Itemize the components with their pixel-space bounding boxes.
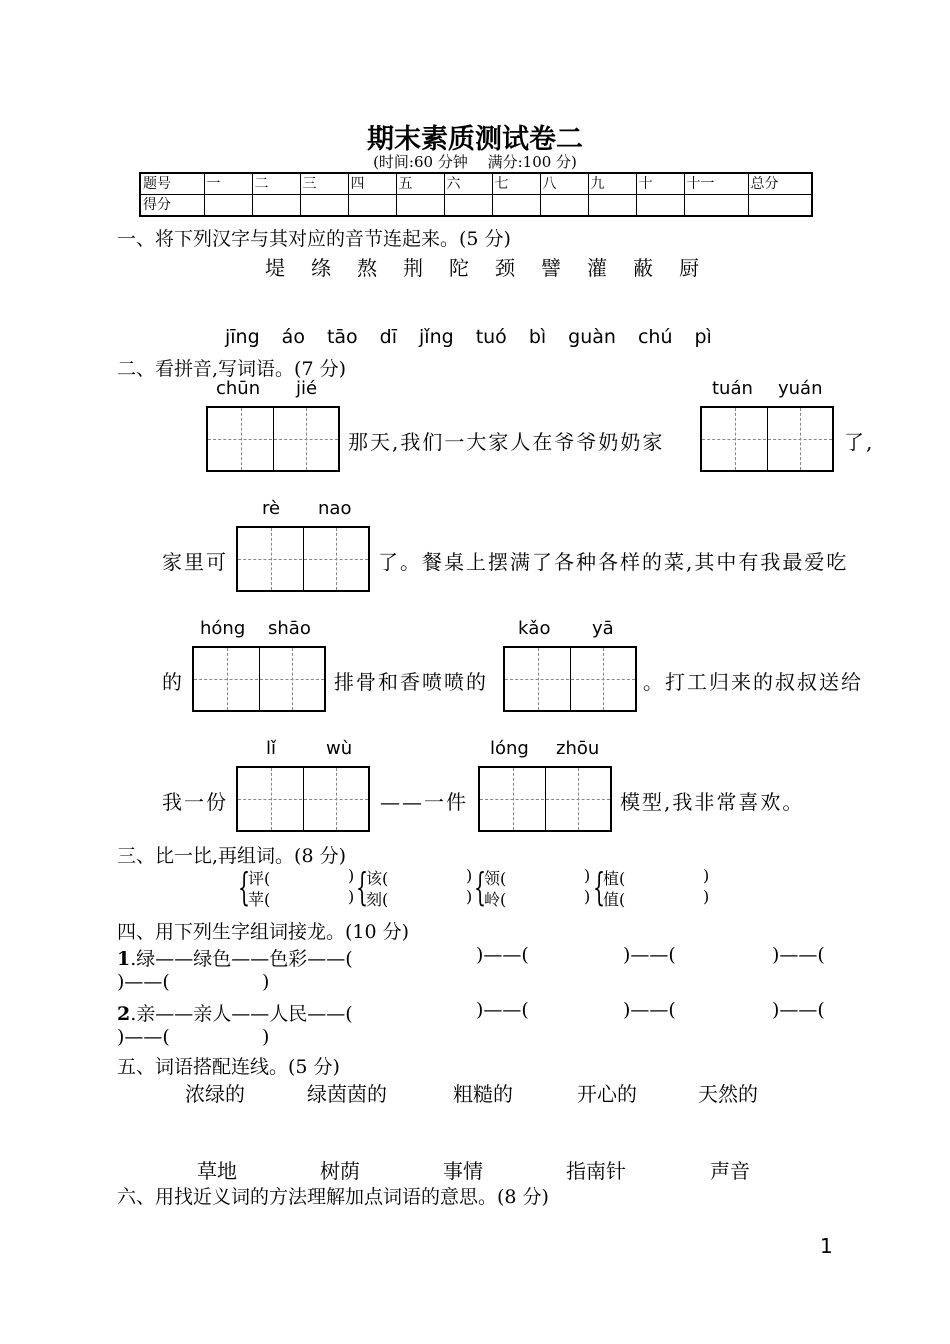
- pinyin-label: nao: [318, 498, 352, 519]
- score-input-cell[interactable]: [396, 195, 444, 217]
- q5-heading: 五、词语搭配连线。(5 分): [117, 1056, 340, 1078]
- writing-grid-box[interactable]: [192, 646, 326, 712]
- q1-pinyin[interactable]: jǐng: [419, 326, 454, 348]
- answer-blank[interactable]: ): [348, 866, 355, 885]
- q1-char[interactable]: 陀: [449, 256, 469, 280]
- answer-blank[interactable]: ): [466, 866, 473, 885]
- left-brace-icon: {: [356, 865, 369, 909]
- answer-blank[interactable]: ): [703, 866, 710, 885]
- q1-pinyin[interactable]: pì: [694, 326, 712, 348]
- q1-pinyin[interactable]: bì: [528, 326, 547, 348]
- q1-pinyin[interactable]: guàn: [568, 326, 616, 348]
- q1-char[interactable]: 厨: [679, 256, 699, 280]
- compare-char: 刻(: [366, 890, 389, 909]
- score-table-cell: 总分: [748, 173, 812, 195]
- pinyin-label: yā: [592, 618, 614, 639]
- q4-heading: 四、用下列生字组词接龙。(10 分): [117, 921, 410, 943]
- compare-group: [356, 866, 480, 910]
- compare-char: 领(: [484, 869, 507, 888]
- compare-char: 值(: [603, 890, 626, 909]
- left-brace-icon: {: [474, 865, 487, 909]
- answer-blank[interactable]: )——(: [117, 1026, 170, 1048]
- left-brace-icon: {: [593, 865, 606, 909]
- page-number: 1: [820, 1234, 833, 1258]
- match-word-top[interactable]: 粗糙的: [453, 1082, 513, 1106]
- score-input-cell[interactable]: [588, 195, 636, 217]
- q1-pinyin[interactable]: áo: [281, 326, 305, 348]
- match-word-top[interactable]: 天然的: [698, 1082, 758, 1106]
- answer-blank[interactable]: )——(: [623, 944, 676, 966]
- compare-char: 该(: [366, 869, 389, 888]
- writing-grid-box[interactable]: [478, 766, 612, 832]
- q1-pinyin[interactable]: dī: [379, 326, 398, 348]
- pinyin-label: lǐ: [266, 738, 277, 759]
- score-input-cell[interactable]: [748, 195, 812, 217]
- left-brace-icon: {: [238, 865, 251, 909]
- chain-line-2: [117, 999, 353, 1026]
- score-table: [139, 172, 813, 217]
- writing-grid-box[interactable]: [206, 406, 340, 472]
- q1-char[interactable]: 譬: [541, 256, 561, 280]
- q1-char[interactable]: 灌: [587, 256, 607, 280]
- sentence-text: 模型,我非常喜欢。: [620, 790, 805, 814]
- chain-start: .绿——绿色——色彩——(: [130, 948, 353, 970]
- score-input-cell[interactable]: [636, 195, 684, 217]
- pinyin-label: rè: [262, 498, 281, 519]
- match-word-top[interactable]: 浓绿的: [185, 1082, 245, 1106]
- answer-blank[interactable]: ): [262, 971, 270, 993]
- score-input-cell[interactable]: [300, 195, 348, 217]
- item-number: 1: [117, 948, 131, 970]
- q2-heading: 二、看拼音,写词语。(7 分): [117, 358, 346, 380]
- pinyin-label: yuán: [778, 378, 823, 399]
- q1-pinyin[interactable]: jīng: [225, 326, 260, 348]
- answer-blank[interactable]: )——(: [476, 944, 529, 966]
- score-table-cell: 十一: [684, 173, 748, 195]
- match-word-bottom[interactable]: 指南针: [566, 1159, 626, 1183]
- q1-char[interactable]: 蔽: [633, 256, 653, 280]
- answer-blank[interactable]: )——(: [476, 999, 529, 1021]
- q1-char[interactable]: 颈: [495, 256, 515, 280]
- q1-pinyin[interactable]: tuó: [475, 326, 507, 348]
- compare-char: 苹(: [248, 890, 271, 909]
- score-input-cell[interactable]: [204, 195, 252, 217]
- q1-pinyin-row: [225, 326, 734, 348]
- page-title: 期末素质测试卷二: [367, 124, 583, 155]
- score-input-cell[interactable]: [540, 195, 588, 217]
- compare-group: [474, 866, 598, 910]
- score-table-cell: 五: [396, 173, 444, 195]
- sentence-text: 。打工归来的叔叔送给: [643, 670, 863, 694]
- score-input-cell[interactable]: [492, 195, 540, 217]
- score-table-cell: 三: [300, 173, 348, 195]
- q1-char[interactable]: 荆: [403, 256, 423, 280]
- sentence-text: 排骨和香喷喷的: [334, 670, 488, 694]
- q1-pinyin[interactable]: chú: [637, 326, 673, 348]
- compare-char: 岭(: [484, 890, 507, 909]
- score-table-cell: 题号: [140, 173, 204, 195]
- match-word-bottom[interactable]: 事情: [443, 1159, 483, 1183]
- score-table-cell: 十: [636, 173, 684, 195]
- q1-heading: 一、将下列汉字与其对应的音节连起来。(5 分): [117, 228, 511, 250]
- page-subtitle: (时间:60 分钟 满分:100 分): [373, 153, 577, 171]
- writing-grid-box[interactable]: [236, 766, 370, 832]
- pinyin-label: jié: [296, 378, 318, 399]
- writing-grid-box[interactable]: [700, 406, 834, 472]
- sentence-text: 了,: [844, 430, 875, 454]
- writing-grid-box[interactable]: [503, 646, 637, 712]
- item-number: 2: [117, 1003, 131, 1025]
- sentence-text: 的: [162, 670, 184, 694]
- answer-blank[interactable]: ): [703, 887, 710, 906]
- q6-heading: 六、用找近义词的方法理解加点词语的意思。(8 分): [117, 1186, 549, 1208]
- match-word-top[interactable]: 开心的: [577, 1082, 637, 1106]
- score-table-cell: 得分: [140, 195, 204, 217]
- score-table-cell: 四: [348, 173, 396, 195]
- score-table-header-row: [140, 173, 812, 195]
- score-table-cell: 二: [252, 173, 300, 195]
- pinyin-label: shāo: [268, 618, 311, 639]
- match-word-bottom[interactable]: 草地: [197, 1159, 237, 1183]
- writing-grid-box[interactable]: [236, 526, 370, 592]
- q1-char[interactable]: 熬: [357, 256, 377, 280]
- answer-blank[interactable]: ): [466, 887, 473, 906]
- score-table-cell: 六: [444, 173, 492, 195]
- sentence-text: 了。餐桌上摆满了各种各样的菜,其中有我最爱吃: [378, 550, 849, 574]
- compare-group: [593, 866, 717, 910]
- score-table-cell: 一: [204, 173, 252, 195]
- score-input-cell[interactable]: [684, 195, 748, 217]
- pinyin-label: lóng: [490, 738, 529, 759]
- pinyin-label: hóng: [200, 618, 246, 639]
- compare-char: 植(: [603, 869, 626, 888]
- q1-char[interactable]: 堤: [265, 256, 285, 280]
- sentence-text: 那天,我们一大家人在爷爷奶奶家: [348, 430, 665, 454]
- answer-blank[interactable]: ): [348, 887, 355, 906]
- score-table-cell: 八: [540, 173, 588, 195]
- score-table-score-row: [140, 195, 812, 217]
- score-table-cell: 九: [588, 173, 636, 195]
- pinyin-label: tuán: [712, 378, 753, 399]
- match-word-top[interactable]: 绿茵茵的: [307, 1082, 387, 1106]
- answer-blank[interactable]: )——(: [117, 971, 170, 993]
- pinyin-label: wù: [326, 738, 353, 759]
- score-table-cell: 七: [492, 173, 540, 195]
- sentence-text: ——一件: [380, 790, 468, 814]
- q1-char[interactable]: 绦: [311, 256, 331, 280]
- compare-group: [238, 866, 362, 910]
- answer-blank[interactable]: ): [584, 866, 591, 885]
- chain-line-1: [117, 944, 353, 971]
- score-input-cell[interactable]: [444, 195, 492, 217]
- match-word-bottom[interactable]: 声音: [710, 1159, 750, 1183]
- pinyin-label: zhōu: [556, 738, 600, 759]
- pinyin-label: kǎo: [518, 618, 551, 639]
- sentence-text: 我一份: [162, 790, 228, 814]
- answer-blank[interactable]: )——(: [772, 944, 825, 966]
- pinyin-label: chūn: [216, 378, 261, 399]
- q1-char-row: [265, 252, 725, 281]
- answer-blank[interactable]: )——(: [772, 999, 825, 1021]
- score-input-cell[interactable]: [252, 195, 300, 217]
- match-word-bottom[interactable]: 树荫: [320, 1159, 360, 1183]
- answer-blank[interactable]: )——(: [623, 999, 676, 1021]
- compare-char: 评(: [248, 869, 271, 888]
- sentence-text: 家里可: [162, 550, 228, 574]
- chain-start: .亲——亲人——人民——(: [130, 1003, 353, 1025]
- q1-pinyin[interactable]: tāo: [326, 326, 358, 348]
- answer-blank[interactable]: ): [262, 1026, 270, 1048]
- q3-heading: 三、比一比,再组词。(8 分): [117, 845, 346, 867]
- score-input-cell[interactable]: [348, 195, 396, 217]
- answer-blank[interactable]: ): [584, 887, 591, 906]
